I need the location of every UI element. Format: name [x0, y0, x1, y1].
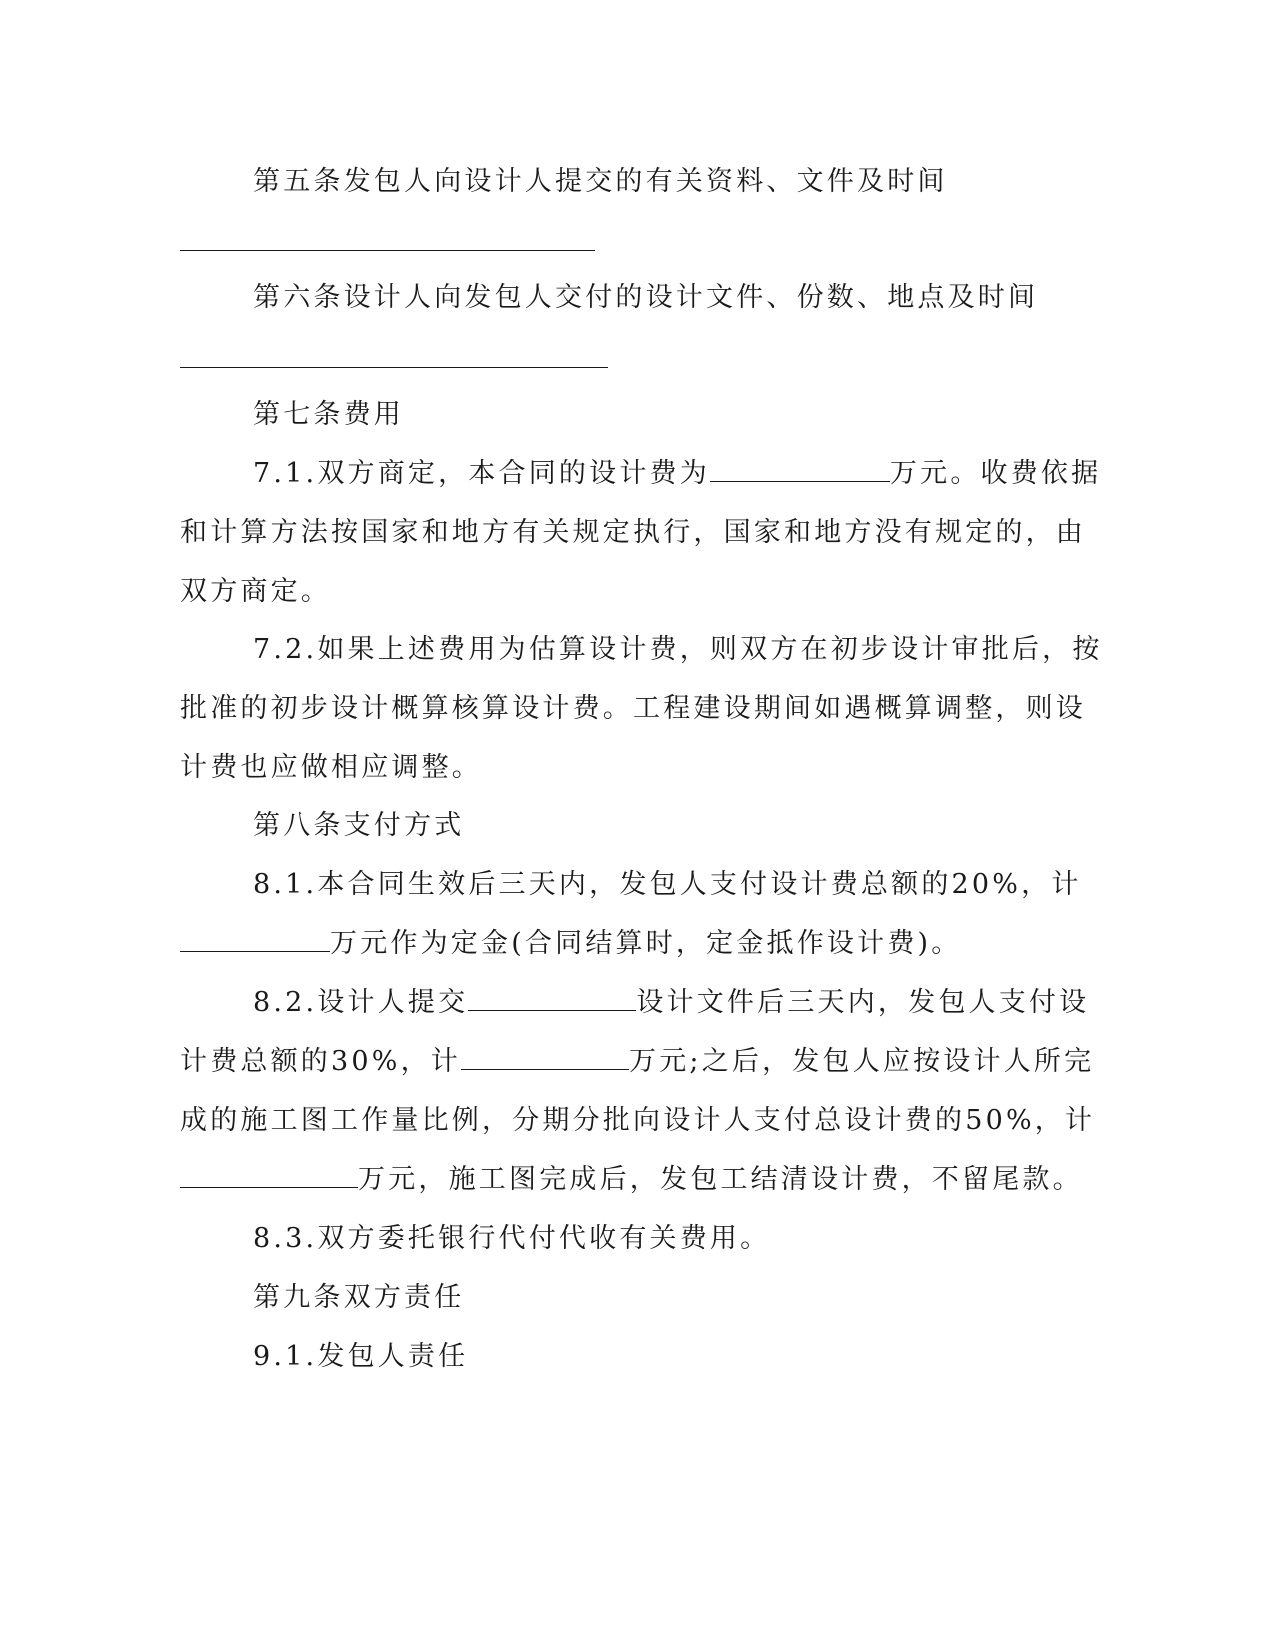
article-6-blank-line[interactable]	[180, 367, 608, 368]
article-6-title: 第六条设计人向发包人交付的设计文件、份数、地点及时间	[253, 282, 1039, 313]
deposit-amount-blank[interactable]	[180, 927, 330, 952]
clause-7-1-text-b: 万元。收费依据	[889, 458, 1102, 489]
clause-7-1-line-1	[253, 456, 1101, 492]
clause-8-3: 8.3.双方委托银行代付代收有关费用。	[253, 1223, 771, 1254]
article-5-blank-line[interactable]	[180, 250, 595, 251]
design-document-blank[interactable]	[468, 986, 636, 1011]
article-9-title: 第九条双方责任	[253, 1282, 465, 1313]
design-fee-blank[interactable]	[710, 457, 890, 482]
article-8-title: 第八条支付方式	[253, 810, 465, 841]
clause-7-2-line-3: 计费也应做相应调整。	[180, 752, 482, 783]
clause-8-1-text: 万元作为定金(合同结算时，定金抵作设计费)。	[330, 928, 962, 959]
article-7-title: 第七条费用	[253, 399, 404, 430]
payment-30-blank[interactable]	[461, 1045, 629, 1070]
article-5-title: 第五条发包人向设计人提交的有关资料、文件及时间	[253, 166, 948, 197]
clause-8-2-line-1	[253, 985, 1089, 1021]
payment-50-blank[interactable]	[180, 1163, 358, 1188]
clause-8-2-line-4	[180, 1162, 1083, 1198]
clause-8-2-text-c: 计费总额的30%，计	[180, 1046, 462, 1077]
clause-7-2-line-2: 批准的初步设计概算核算设计费。工程建设期间如遇概算调整，则设	[180, 693, 1086, 724]
clause-7-2-line-1: 7.2.如果上述费用为估算设计费，则双方在初步设计审批后，按	[253, 634, 1103, 665]
clause-8-2-line-3: 成的施工图工作量比例，分期分批向设计人支付总设计费的50%，计	[180, 1105, 1096, 1136]
clause-8-2-text-b: 设计文件后三天内，发包人支付设	[636, 987, 1090, 1018]
clause-7-1-line-3: 双方商定。	[180, 576, 331, 607]
clause-7-1-line-2: 和计算方法按国家和地方有关规定执行，国家和地方没有规定的，由	[180, 517, 1086, 548]
clause-8-2-text-a: 8.2.设计人提交	[253, 987, 469, 1018]
clause-7-1-text-a: 7.1.双方商定，本合同的设计费为	[253, 458, 710, 489]
clause-8-2-text-e: 万元，施工图完成后，发包工结清设计费，不留尾款。	[358, 1164, 1083, 1195]
clause-8-2-line-2	[180, 1044, 1094, 1080]
clause-8-2-text-d: 万元;之后，发包人应按设计人所完	[629, 1046, 1095, 1077]
clause-8-1-line-2	[180, 926, 961, 962]
clause-9-1: 9.1.发包人责任	[253, 1341, 469, 1372]
clause-8-1-line-1: 8.1.本合同生效后三天内，发包人支付设计费总额的20%，计	[253, 869, 1082, 900]
